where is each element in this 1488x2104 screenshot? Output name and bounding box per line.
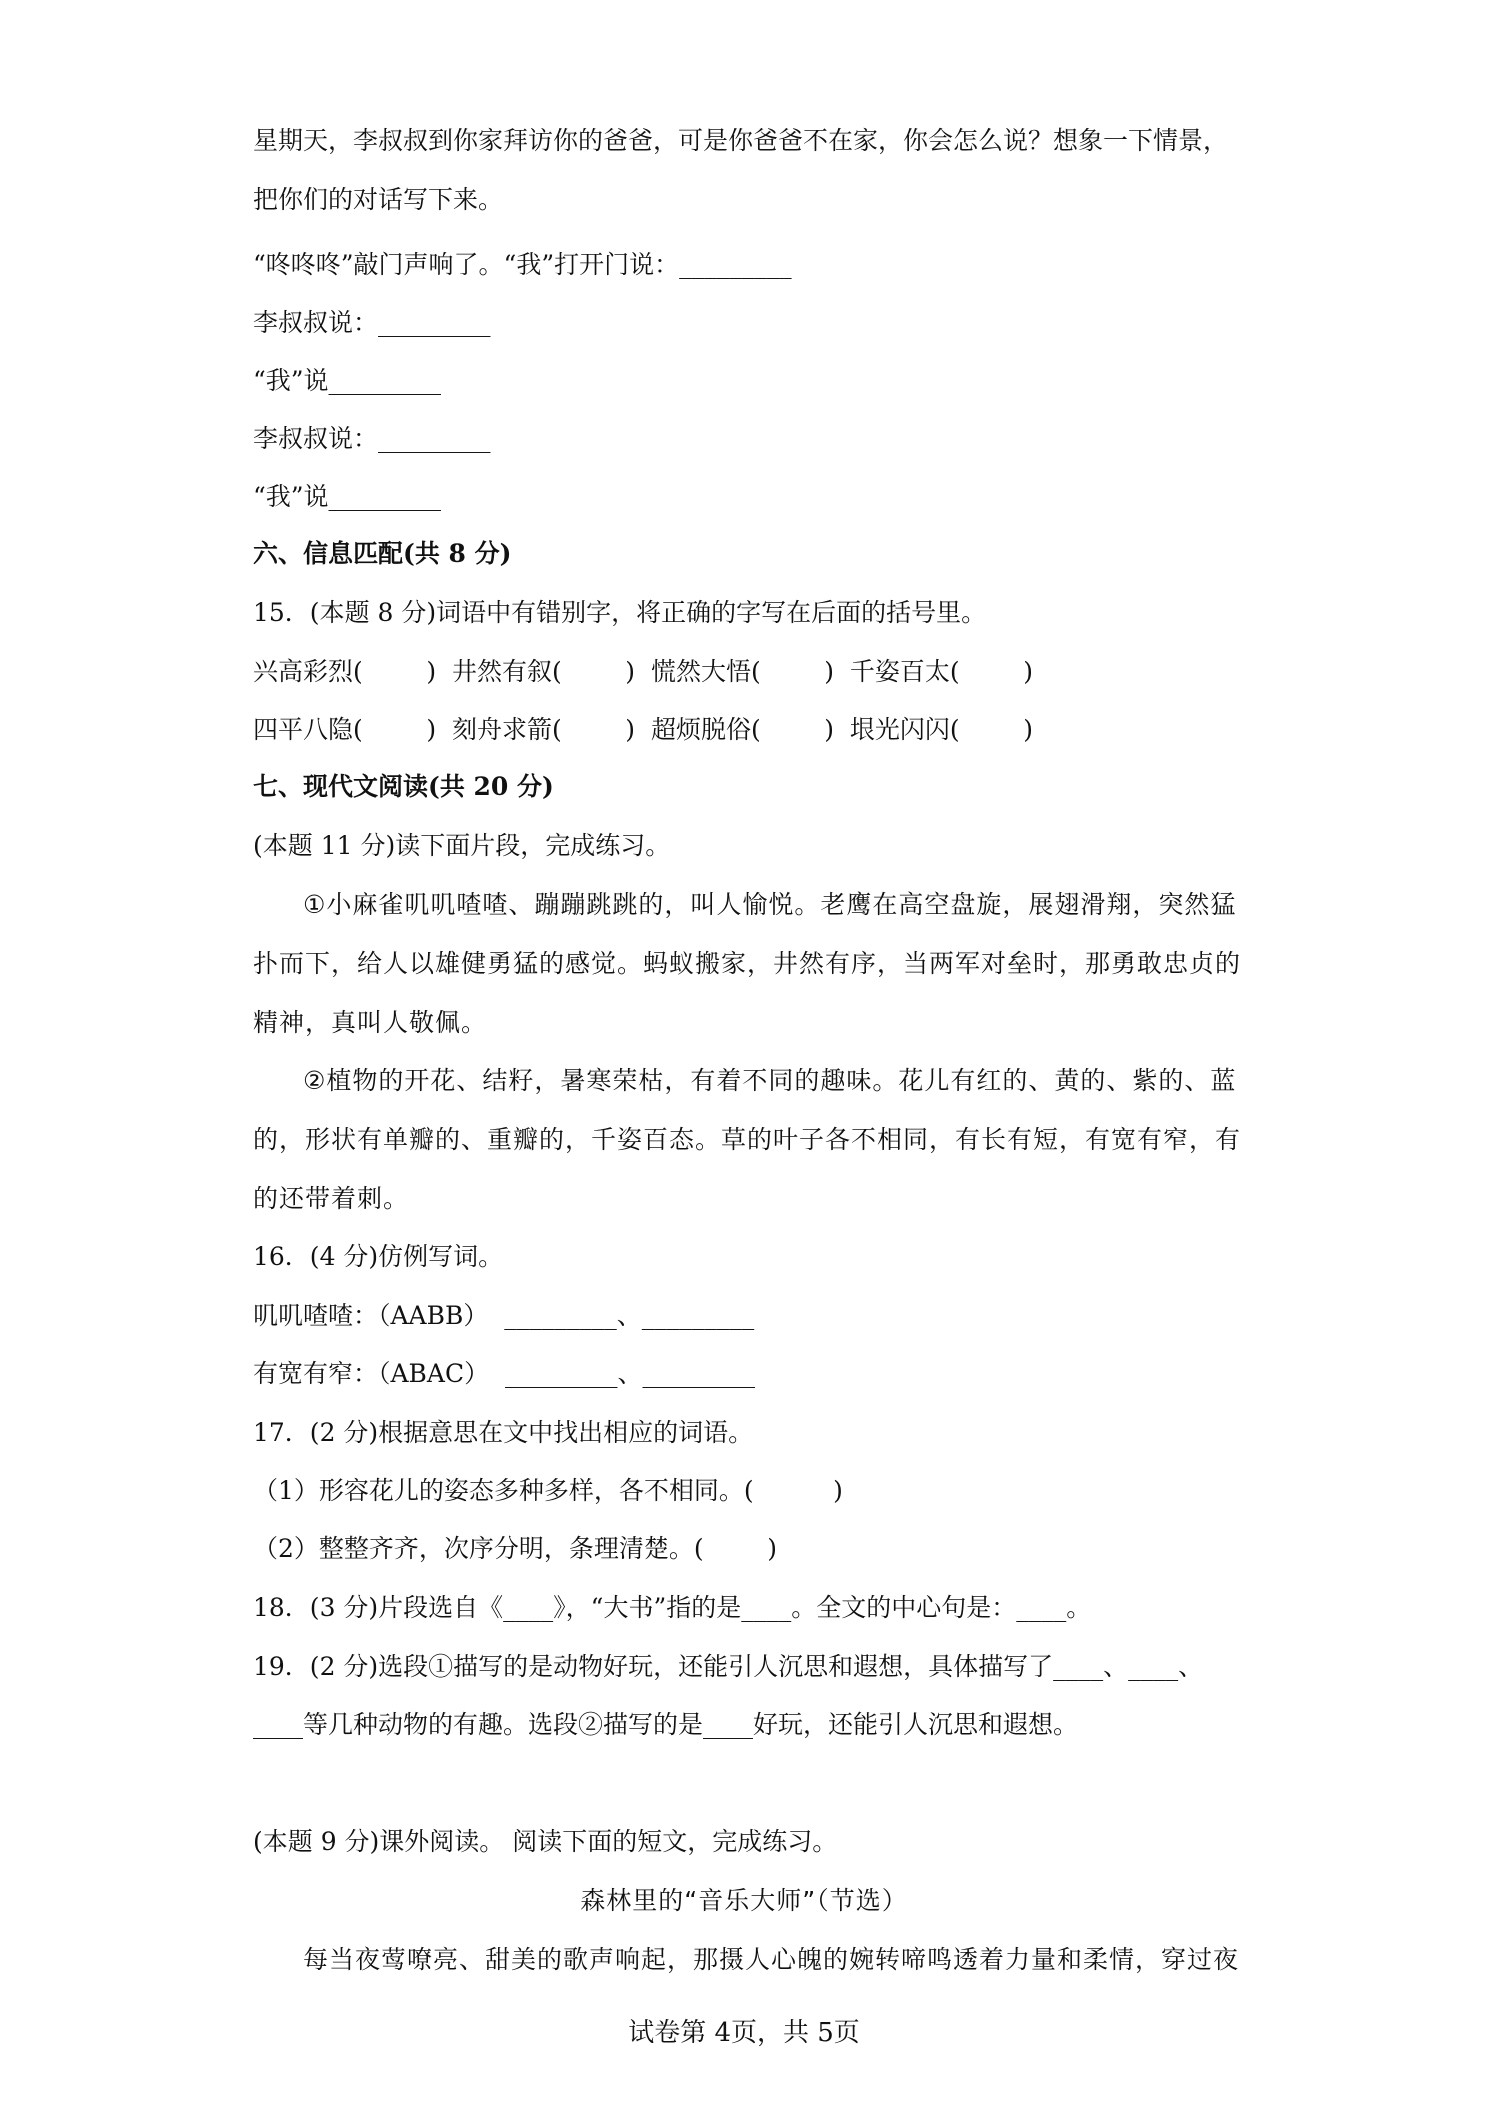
dialogue-prompt-line-2: 把你们的对话写下来。 (253, 185, 504, 214)
q16-item-b: 有宽有窄：（ABAC） _________、_________ (253, 1359, 756, 1388)
dialogue-prompt-line-1: 星期天，李叔叔到你家拜访你的爸爸，可是你爸爸不在家，你会怎么说？想象一下情景， (253, 126, 1229, 155)
question-19-line-1: 19．(2 分)选段①描写的是动物好玩，还能引人沉思和遐想，具体描写了____、____、 (253, 1652, 1204, 1681)
passage-2-line-3: 的还带着刺。 (253, 1184, 410, 1213)
reading-1-intro: (本题 11 分)读下面片段，完成练习。 (253, 831, 671, 860)
q16-item-a: 叽叽喳喳：（AABB） _________、_________ (253, 1301, 755, 1330)
question-15: 15．(本题 8 分)词语中有错别字，将正确的字写在后面的括号里。 (253, 598, 987, 627)
question-16: 16．(4 分)仿例写词。 (253, 1242, 504, 1271)
passage-1-line-2: 扑而下，给人以雄健勇猛的感觉。蚂蚁搬家，井然有序，当两军对垒时，那勇敢忠贞的 (253, 949, 1242, 978)
passage-1-line-1: ①小麻雀叽叽喳喳、蹦蹦跳跳的，叫人愉悦。老鹰在高空盘旋，展翅滑翔，突然猛 (303, 890, 1237, 919)
dialogue-line-3: “我”说_________ (253, 366, 442, 395)
dialogue-line-5: “我”说_________ (253, 482, 442, 511)
reading-2-intro: (本题 9 分)课外阅读。 阅读下面的短文，完成练习。 (253, 1827, 838, 1856)
dialogue-line-1: “咚咚咚”敲门声响了。“我”打开门说：_________ (253, 250, 792, 279)
section-6-heading: 六、信息匹配(共 8 分) (253, 539, 512, 568)
dialogue-line-4: 李叔叔说：_________ (253, 424, 491, 453)
passage-2-line-1: ②植物的开花、结籽，暑寒荣枯，有着不同的趣味。花儿有红的、黄的、紫的、蓝 (303, 1066, 1237, 1095)
q15-words-row-2: 四平八隐( ) 刻舟求箭( ) 超烦脱俗( ) 垠光闪闪( ) (253, 715, 1034, 744)
q15-words-row-1: 兴高彩烈( ) 井然有叙( ) 慌然大悟( ) 千姿百太( ) (253, 657, 1034, 686)
question-17: 17．(2 分)根据意思在文中找出相应的词语。 (253, 1418, 754, 1447)
question-19-line-2: ____等几种动物的有趣。选段②描写的是____好玩，还能引人沉思和遐想。 (253, 1710, 1079, 1739)
q17-item-1: （1）形容花儿的姿态多种多样，各不相同。( ) (253, 1476, 843, 1505)
passage-3-line-1: 每当夜莺嘹亮、甜美的歌声响起，那摄人心魄的婉转啼鸣透着力量和柔情，穿过夜 (303, 1945, 1240, 1974)
q17-item-2: （2）整整齐齐，次序分明，条理清楚。( ) (253, 1534, 777, 1563)
dialogue-line-2: 李叔叔说：_________ (253, 308, 491, 337)
question-18: 18．(3 分)片段选自《____》，“大书”指的是____。全文的中心句是：____。 (253, 1593, 1092, 1622)
passage-2-line-2: 的，形状有单瓣的、重瓣的，千姿百态。草的叶子各不相同，有长有短，有宽有窄，有 (253, 1125, 1242, 1154)
reading-2-title: 森林里的“音乐大师”（节选） (580, 1886, 908, 1915)
page-footer: 试卷第 4页，共 5页 (628, 2018, 860, 2048)
passage-1-line-3: 精神，真叫人敬佩。 (253, 1008, 488, 1037)
section-7-heading: 七、现代文阅读(共 20 分) (253, 772, 554, 801)
